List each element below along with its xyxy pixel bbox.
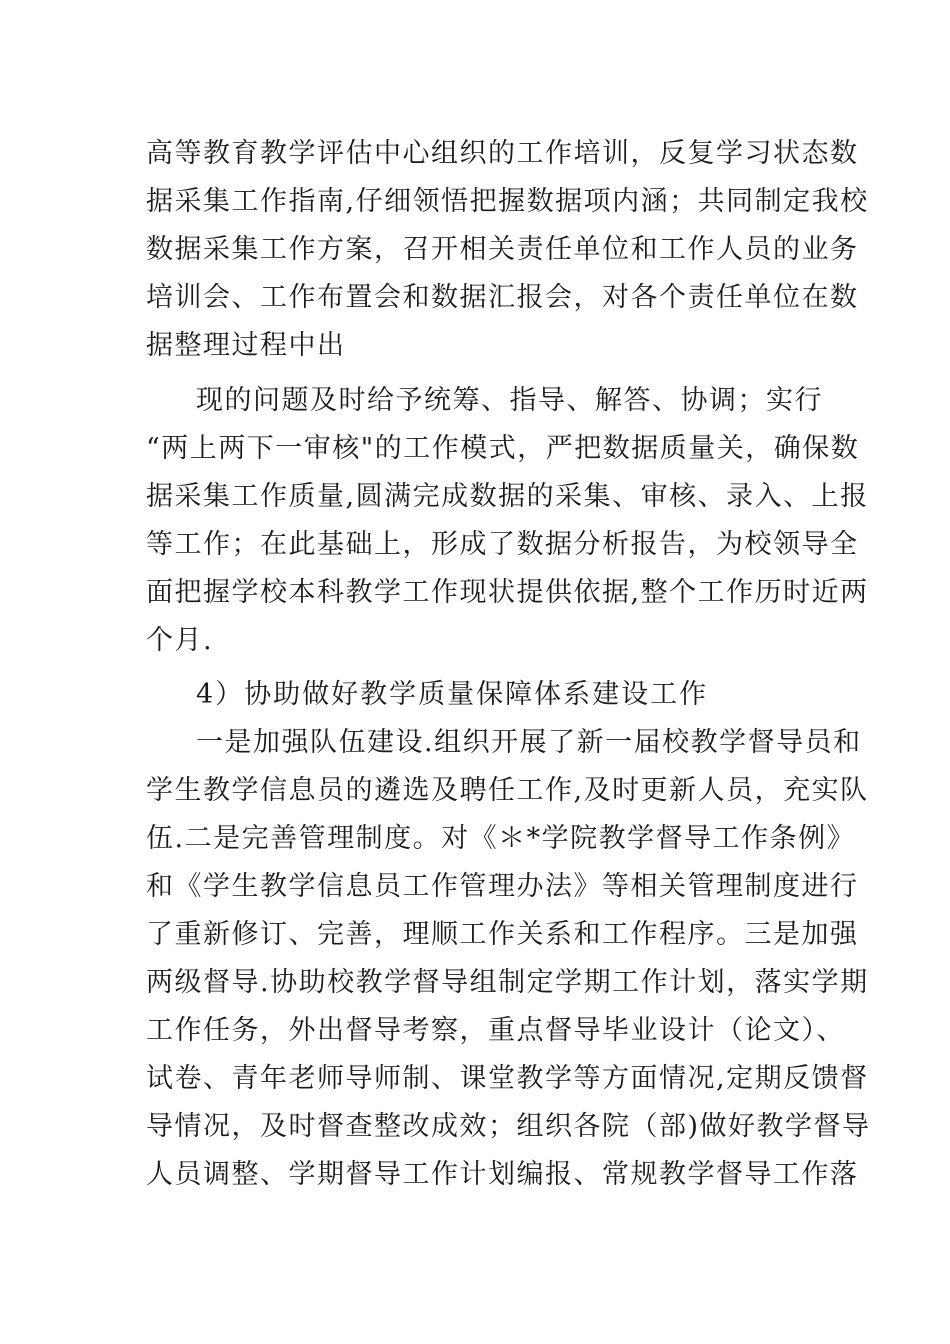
text-line: 和《学生教学信息员工作管理办法》等相关管理制度进行 — [146, 871, 859, 902]
text-line: 数据采集工作方案，召开相关责任单位和工作人员的业务 — [146, 234, 859, 265]
text-line: 面把握学校本科教学工作现状提供依据,整个工作历时近两 — [146, 577, 869, 608]
text-line: 据采集工作质量,圆满完成数据的采集、审核、录入、上报 — [146, 481, 869, 512]
text-line: “两上两下一审核"的工作模式，严把数据质量关，确保数 — [146, 433, 860, 464]
text-line: 伍.二是完善管理制度。对《＊*学院教学督导工作条例》 — [146, 823, 856, 854]
text-line: 现的问题及时给予统筹、指导、解答、协调；实行 — [196, 385, 823, 416]
text-line: 一是加强队伍建设.组织开展了新一届校教学督导员和 — [196, 727, 862, 758]
text-line: 高等教育教学评估中心组织的工作培训，反复学习状态数 — [146, 138, 859, 169]
section-heading: 4）协助做好教学质量保障体系建设工作 — [196, 679, 709, 710]
text-line: 试卷、青年老师导师制、课堂教学等方面情况,定期反馈督 — [146, 1063, 869, 1094]
text-line: 培训会、工作布置会和数据汇报会，对各个责任单位在数 — [146, 282, 859, 313]
text-line: 两级督导.协助校教学督导组制定学期工作计划，落实学期 — [146, 967, 869, 998]
text-line: 个月. — [146, 625, 214, 656]
text-line: 等工作；在此基础上，形成了数据分析报告，为校领导全 — [146, 529, 859, 560]
text-line: 工作任务，外出督导考察，重点督导毕业设计（论文）、 — [146, 1015, 845, 1046]
text-line: 据整理过程中出 — [146, 330, 346, 361]
text-line: 了重新修订、完善，理顺工作关系和工作程序。三是加强 — [146, 919, 859, 950]
text-line: 导情况，及时督查整改成效；组织各院（部)做好教学督导 — [146, 1111, 871, 1142]
text-line: 学生教学信息员的遴选及聘任工作,及时更新人员，充实队 — [146, 775, 869, 806]
text-line: 人员调整、学期督导工作计划编报、常规教学督导工作落 — [146, 1159, 859, 1190]
text-line: 据采集工作指南,仔细领悟把握数据项内涵；共同制定我校 — [146, 186, 869, 217]
